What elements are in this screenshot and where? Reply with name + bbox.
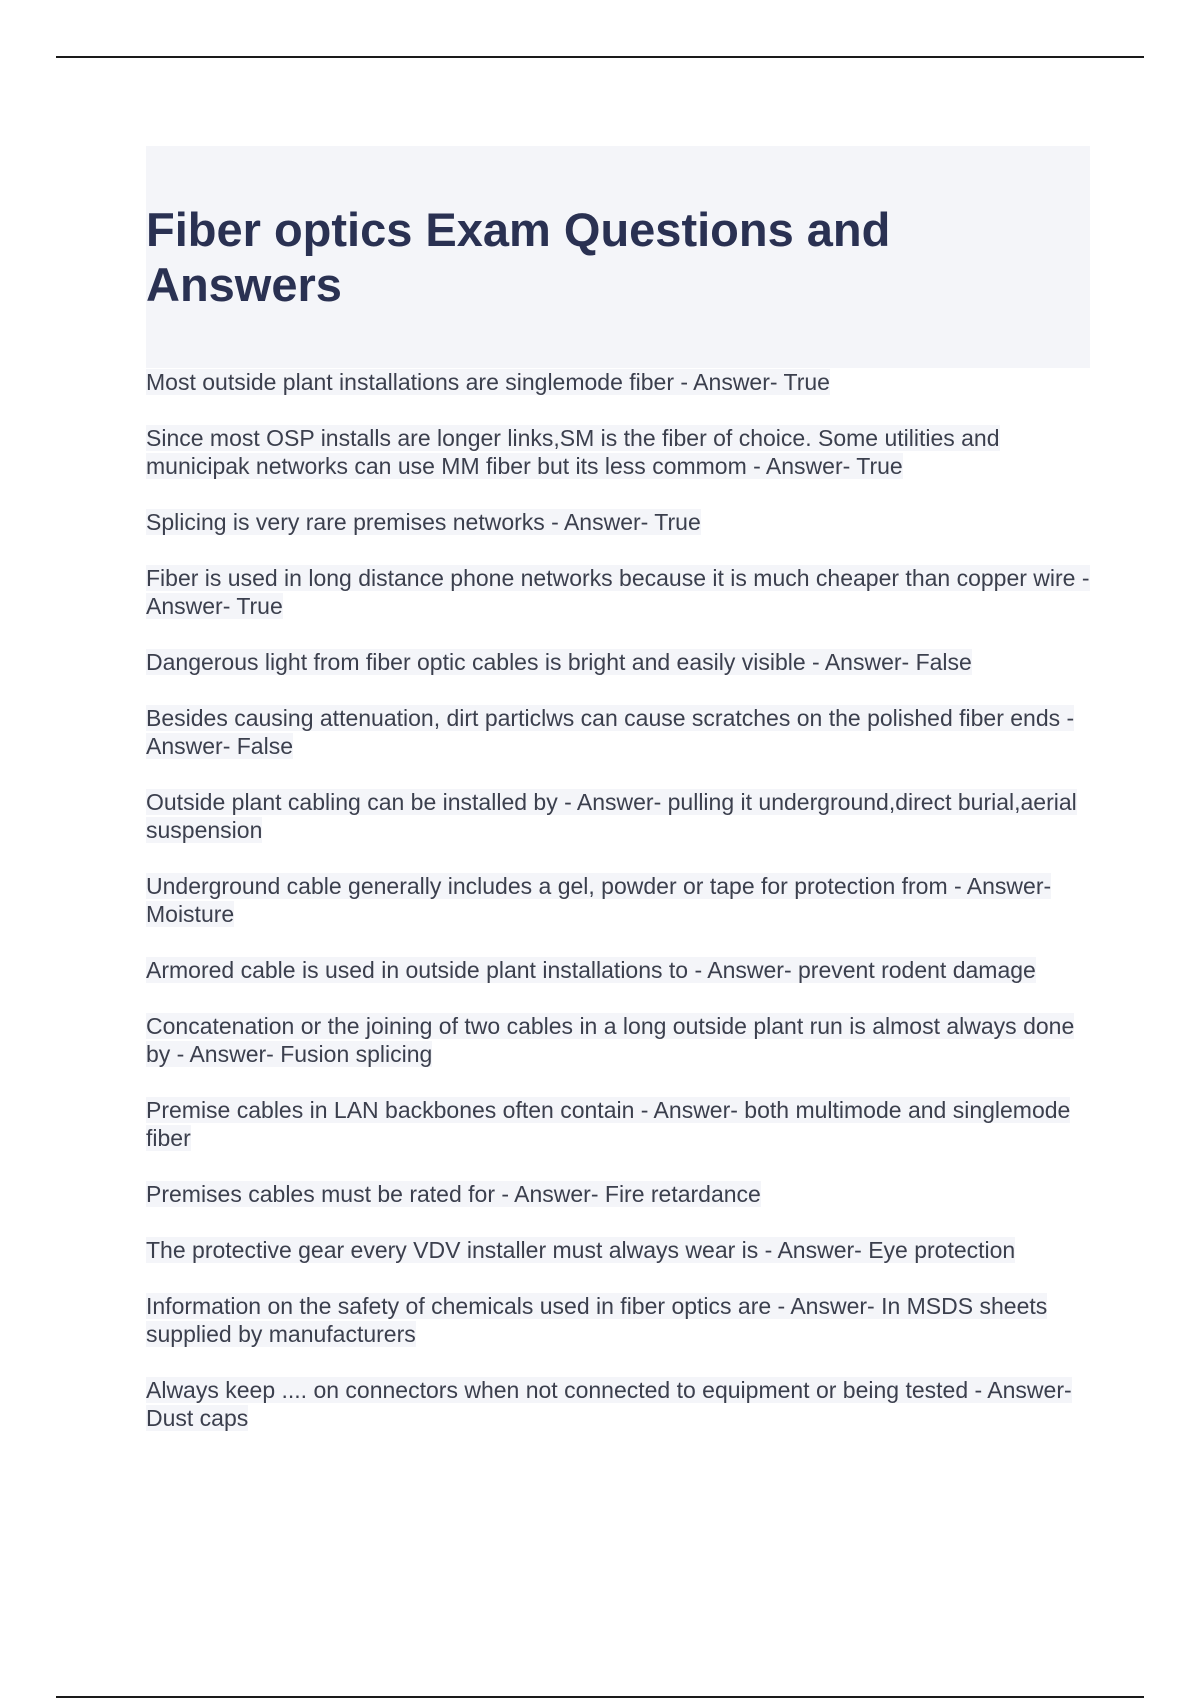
qa-text: Armored cable is used in outside plant installations to - Answer- prevent rodent damage (146, 957, 1036, 983)
title-block (146, 146, 1090, 368)
qa-item (146, 1096, 1096, 1152)
qa-item (146, 648, 1096, 676)
qa-item (146, 1236, 1096, 1264)
qa-text: Besides causing attenuation, dirt particlws can cause scratches on the polished fiber ends - Answer- False (146, 705, 1075, 759)
qa-item (146, 508, 1096, 536)
qa-list (146, 368, 1096, 1460)
qa-text: Underground cable generally includes a gel, powder or tape for protection from - Answer- Moisture (146, 873, 1052, 927)
qa-text: Since most OSP installs are longer links,SM is the fiber of choice. Some utilities and municipak networks can use MM fiber but its less commom - Answer- True (146, 425, 1000, 479)
qa-text: Always keep .... on connectors when not connected to equipment or being tested - Answer- Dust caps (146, 1377, 1072, 1431)
bottom-rule (56, 1696, 1144, 1698)
top-rule (56, 56, 1144, 58)
qa-text: Outside plant cabling can be installed by - Answer- pulling it underground,direct burial,aerial suspension (146, 789, 1077, 843)
qa-text: Dangerous light from fiber optic cables is bright and easily visible - Answer- False (146, 649, 972, 675)
qa-text: Fiber is used in long distance phone networks because it is much cheaper than copper wire - Answer- True (146, 565, 1090, 619)
qa-item (146, 1180, 1096, 1208)
qa-item (146, 564, 1096, 620)
qa-text: Premise cables in LAN backbones often contain - Answer- both multimode and singlemode fiber (146, 1097, 1071, 1151)
qa-item (146, 1012, 1096, 1068)
page-title: Fiber optics Exam Questions and Answers (146, 203, 891, 311)
qa-text: Concatenation or the joining of two cables in a long outside plant run is almost always done by - Answer- Fusion splicing (146, 1013, 1075, 1067)
qa-item (146, 1376, 1096, 1432)
qa-item (146, 872, 1096, 928)
qa-item (146, 704, 1096, 760)
qa-item (146, 788, 1096, 844)
qa-item (146, 956, 1096, 984)
qa-text: Splicing is very rare premises networks - Answer- True (146, 509, 701, 535)
qa-item (146, 424, 1096, 480)
qa-text: Premises cables must be rated for - Answer- Fire retardance (146, 1181, 761, 1207)
qa-text: The protective gear every VDV installer must always wear is - Answer- Eye protection (146, 1237, 1016, 1263)
qa-text: Information on the safety of chemicals used in fiber optics are - Answer- In MSDS sheets supplied by manufacturers (146, 1293, 1048, 1347)
qa-text: Most outside plant installations are singlemode fiber - Answer- True (146, 369, 830, 395)
qa-item (146, 368, 1096, 396)
qa-item (146, 1292, 1096, 1348)
